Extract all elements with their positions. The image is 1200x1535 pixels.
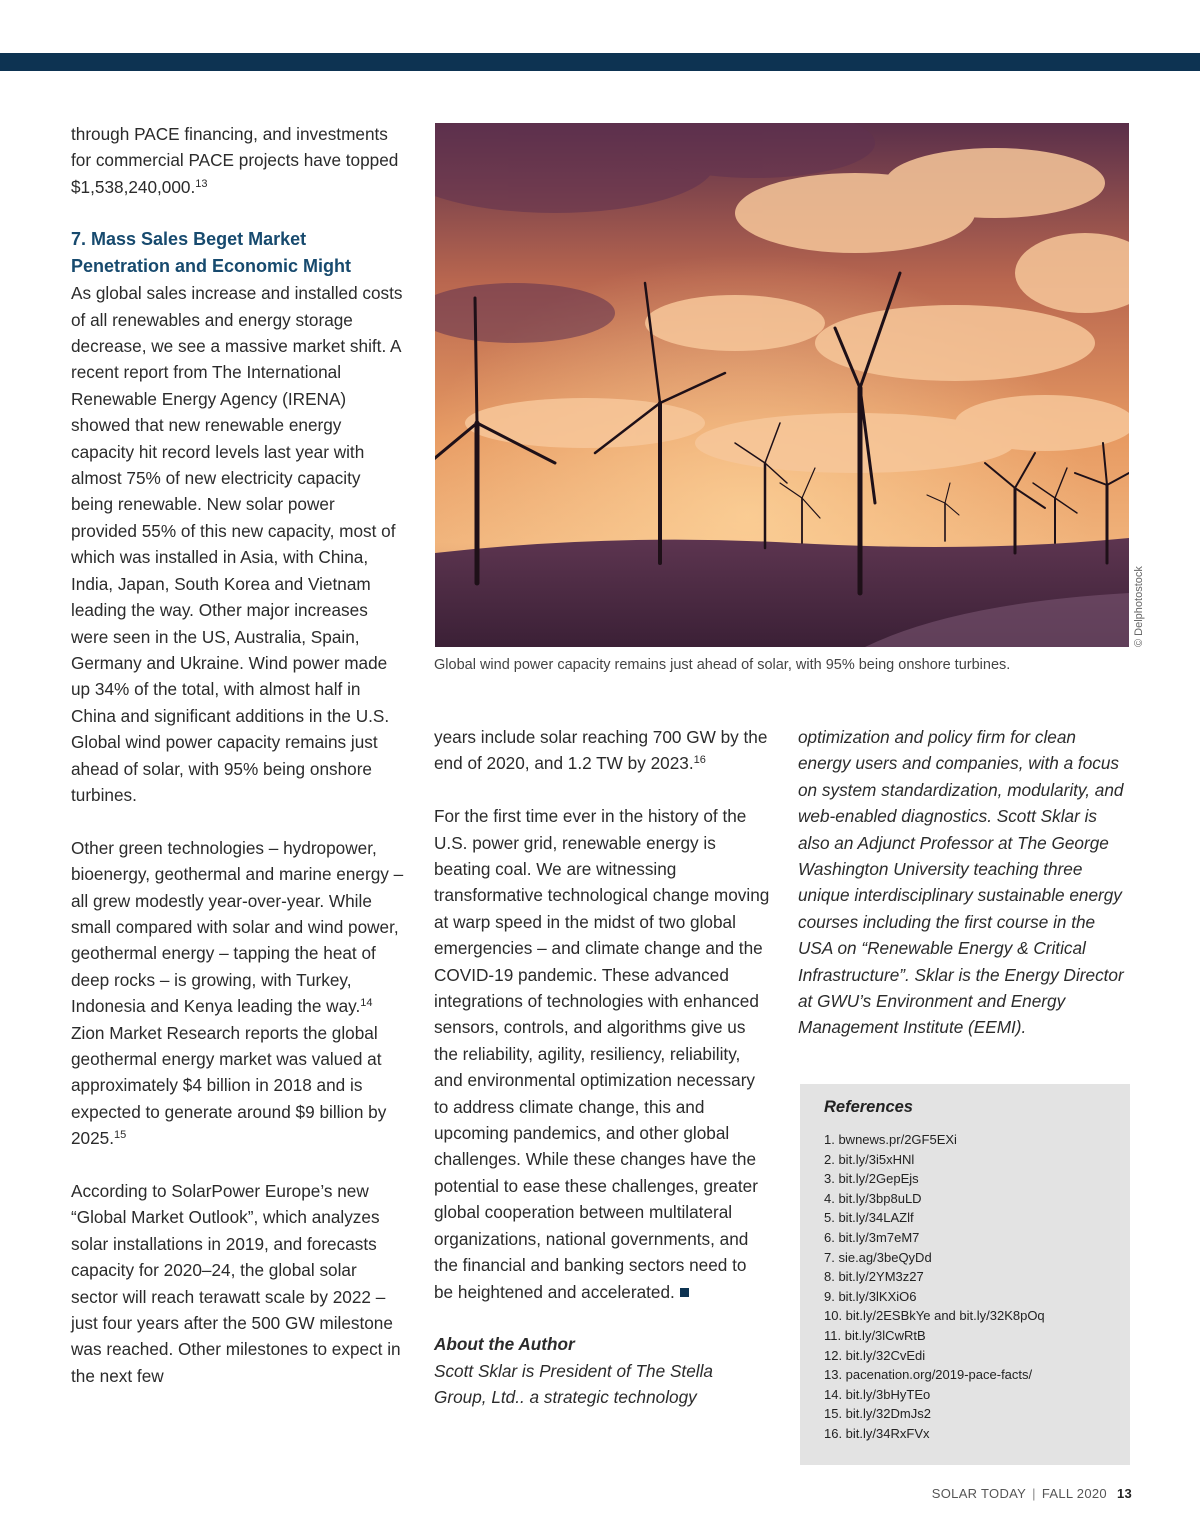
author-bio-continued: optimization and policy firm for clean energy users and companies, with a focus on system standardization, modularity, and web-enabled diagnostics. Scott Sklar is also an Adjunct Professor at The George Washington University teaching three unique interdisciplinary sustainable energy courses including the first course in the USA on “Renewable Energy & Critical Infrastructure”. Sklar is the Energy Director at GWU’s Environment and Energy Management Institute (EEMI).	[798, 727, 1124, 1038]
reference-item: 13. pacenation.org/2019-pace-facts/	[824, 1367, 1033, 1383]
photo-caption: Global wind power capacity remains just ahead of solar, with 95% being onshore turbines.	[434, 657, 1011, 673]
reference-item: 16. bit.ly/34RxFVx	[824, 1425, 930, 1441]
author-heading: About the Author	[434, 1334, 575, 1355]
body-paragraph: For the first time ever in the history of the U.S. power grid, renewable energy is beating coal. We are witnessing transformative technological change moving at warp speed in the midst of two global emergencies – and climate change and the COVID-19 pandemic. These advanced integrations of technologies with enhanced sensors, controls, and algorithms give us the reliability, agility, resiliency, reliability, and environmental optimization necessary to address climate change, this and upcoming pandemics, and other global challenges. While these changes have the potential to ease these challenges, greater global cooperation between multilateral organizations, national governments, and the financial and banking sectors need to be heightened and accelerated.	[434, 806, 770, 1302]
page-number: 13	[1116, 1486, 1132, 1501]
reference-item: 9. bit.ly/3lKXiO6	[824, 1288, 917, 1304]
reference-item: 5. bit.ly/34LAZlf	[824, 1210, 914, 1226]
author-bio: Scott Sklar is President of The Stella Group, Ltd.. a strategic technology	[434, 1360, 713, 1408]
footer-separator: |	[1032, 1486, 1036, 1501]
column-right	[798, 724, 1130, 1041]
reference-item: 10. bit.ly/2ESBkYe and bit.ly/32K8pOq	[824, 1308, 1045, 1324]
references-list	[824, 1130, 1124, 1444]
column-left	[71, 121, 405, 1389]
reference-item: 6. bit.ly/3m7eM7	[824, 1229, 920, 1245]
body-paragraph: Other green technologies – hydropower, bioenergy, geothermal and marine energy – all grew modestly year-over-year. While small compared with solar and wind power, geothermal energy – tapping the heat of deep rocks – is growing, with Turkey, Indonesia and Kenya leading the way.$^{14}$ Zion Market Research reports the global geothermal energy market was valued at approximately $4 billion in 2018 and is expected to generate around $9 billion by 2025.15	[71, 837, 404, 1149]
body-paragraph: According to SolarPower Europe’s new “Global Market Outlook”, which analyzes solar installations in 2019, and forecasts capacity for 2020–24, the global solar sector will reach terawatt scale by 2022 – just four years after the 500 GW milestone was reached. Other milestones to expect in the next few	[71, 1181, 401, 1386]
references-box	[800, 1084, 1130, 1465]
reference-item: 4. bit.ly/3bp8uLD	[824, 1190, 922, 1206]
column-middle	[434, 724, 770, 1411]
reference-item: 11. bit.ly/3lCwRtB	[824, 1327, 926, 1343]
reference-item: 3. bit.ly/2GepEjs	[824, 1171, 919, 1187]
photo-credit: © Delphotostock	[1133, 566, 1145, 647]
wind-turbines-photo	[435, 123, 1129, 647]
publication-name: SOLAR TODAY	[931, 1486, 1027, 1501]
body-paragraph: years include solar reaching 700 GW by the end of 2020, and 1.2 TW by 2023.16	[434, 727, 768, 774]
body-paragraph: As global sales increase and installed costs of all renewables and energy storage decrease, we see a massive market shift. A recent report from The International Renewable Energy Agency (IRENA) showed that new renewable energy capacity hit record levels last year with almost 75% of new electricity capacity being renewable. New solar power provided 55% of this new capacity, most of which was installed in Asia, with China, India, Japan, South Korea and Vietnam leading the way. Other major increases were seen in the US, Australia, Spain, Germany and Ukraine. Wind power made up 34% of the total, with almost half in China and significant additions in the U.S. Global wind power capacity remains just ahead of solar, with 95% being onshore turbines.	[71, 283, 403, 805]
header-bar	[0, 53, 1200, 71]
reference-item: 2. bit.ly/3i5xHNl	[824, 1151, 915, 1167]
intro-paragraph: through PACE financing, and investments for commercial PACE projects have topped $1,538,240,000.13	[71, 124, 399, 197]
reference-item: 1. bwnews.pr/2GF5EXi	[824, 1132, 957, 1147]
reference-item: 8. bit.ly/2YM3z27	[824, 1269, 924, 1285]
reference-item: 14. bit.ly/3bHyTEo	[824, 1386, 931, 1402]
references-title: References	[824, 1098, 913, 1116]
end-mark-icon	[680, 1288, 689, 1297]
section-heading: 7. Mass Sales Beget Market Penetration and Economic Might	[71, 229, 352, 277]
reference-item: 12. bit.ly/32CvEdi	[824, 1347, 926, 1363]
reference-item: 7. sie.ag/3beQyDd	[824, 1249, 932, 1265]
page-footer	[932, 1486, 1132, 1501]
issue-label: FALL 2020	[1041, 1486, 1107, 1501]
reference-item: 15. bit.ly/32DmJs2	[824, 1406, 931, 1422]
